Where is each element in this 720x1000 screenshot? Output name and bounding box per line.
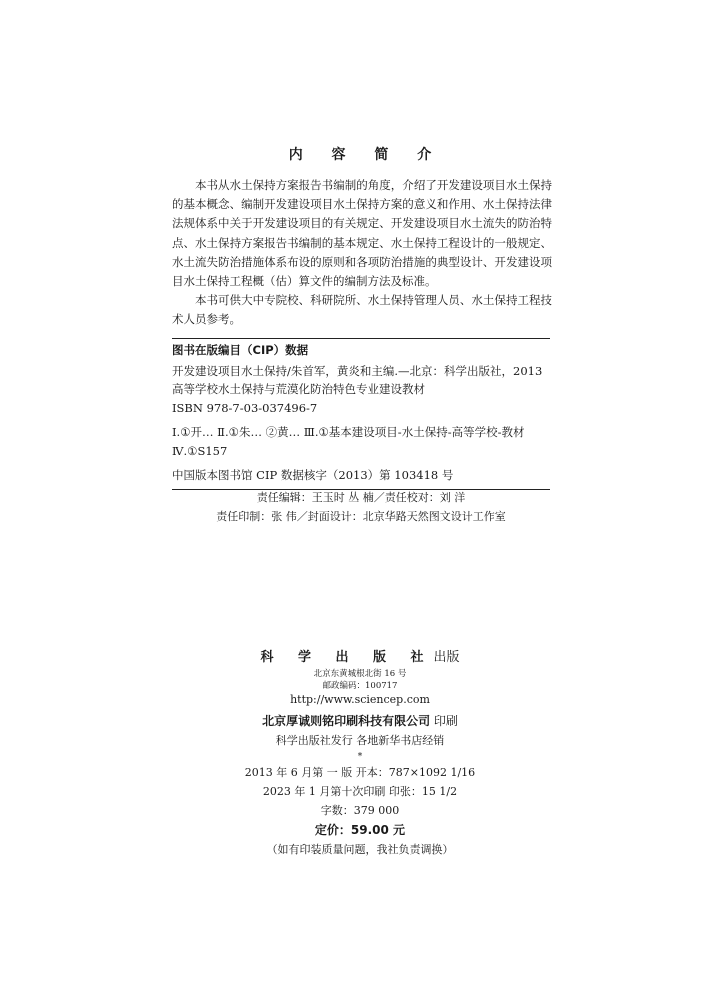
publisher-block [160, 648, 560, 859]
printer-suffix: 印刷 [433, 714, 458, 728]
cip-classification: Ⅰ.①开… Ⅱ.①朱… ②黄… Ⅲ.①基本建设项目-水土保持-高等学校-教材 Ⅳ.①S157 [172, 425, 525, 458]
cip-heading: 图书在版编目（CIP）数据 [172, 343, 309, 357]
intro-paragraph-2: 本书可供大中专院校、科研院所、水土保持管理人员、水土保持工程技术人员参考。 [172, 293, 552, 327]
cip-record: 中国版本图书馆 CIP 数据核字（2013）第 103418 号 [172, 468, 454, 482]
publisher-name: 科 学 出 版 社 [260, 650, 434, 665]
printer-row [160, 711, 560, 731]
printer-name: 北京厚诚则铭印刷科技有限公司 [262, 714, 431, 728]
printing-line: 2023 年 1 月第十次印刷 印张：15 1/2 [262, 785, 458, 798]
intro-paragraph-1: 本书从水土保持方案报告书编制的角度，介绍了开发建设项目水土保持的基本概念、编制开发建设项目水土保持方案的意义和作用、水土保持法律法规体系中关于开发建设项目的有关规定、开发建设项目水土流失的防治特点、水土保持方案报告书编制的基本规定、水土保持工程设计的一般规定、水土流失防治措施体系布设的原则和各项防治措施的典型设计、开发建设项目水土保持工程概（估）算文件的编制方法及标准。 [172, 178, 552, 289]
wordcount-line: 字数：379 000 [320, 804, 400, 817]
edition-line: 2013 年 6 月第 一 版 开本：787×1092 1/16 [244, 766, 476, 779]
credits-block [172, 488, 550, 526]
publisher-address: 北京东黄城根北街 16 号 [313, 669, 407, 679]
publisher-suffix: 出版 [433, 650, 460, 665]
cip-title-line: 开发建设项目水土保持/朱首军，黄炎和主编.—北京：科学出版社，2013 [172, 363, 543, 378]
credits-production: 责任印制：张 伟／封面设计：北京华路天然图文设计工作室 [216, 510, 506, 523]
publisher-url: http://www.sciencep.com [290, 693, 430, 706]
cip-series-line: 高等学校水土保持与荒漠化防治特色专业建设教材 [172, 382, 425, 396]
separator-star: * [357, 752, 363, 762]
intro-title: 内 容 简 介 [288, 147, 444, 163]
cip-block [172, 338, 550, 490]
credits-editors: 责任编辑：王玉时 丛 楠／责任校对：刘 洋 [256, 491, 466, 504]
quality-notice: （如有印装质量问题，我社负责调换） [266, 843, 454, 856]
price-line: 定价：59.00 元 [314, 823, 406, 837]
publisher-postcode: 邮政编码：100717 [322, 681, 398, 691]
cip-isbn: ISBN 978-7-03-037496-7 [172, 400, 318, 415]
distribution-line: 科学出版社发行 各地新华书店经销 [275, 734, 445, 747]
publisher-name-row [160, 648, 560, 668]
intro-body [172, 176, 552, 330]
